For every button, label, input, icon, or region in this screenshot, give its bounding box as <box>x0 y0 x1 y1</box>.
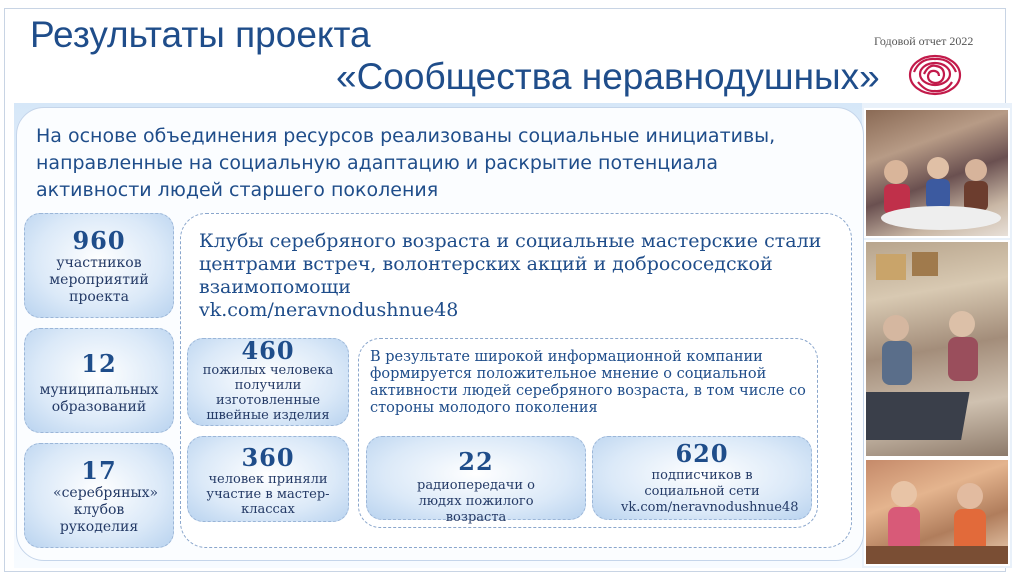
stat-radio <box>366 436 586 525</box>
stat-number: 960 <box>72 226 126 255</box>
stat-number: 12 <box>81 349 117 378</box>
stat-number: 22 <box>458 447 494 476</box>
rose-logo-icon <box>906 52 964 98</box>
stat-label: человек приняли участие в мастер-классах <box>206 472 330 517</box>
stat-sewing <box>187 338 349 426</box>
stat-municipalities <box>24 328 174 433</box>
stat-subscribers <box>592 436 812 520</box>
stat-number: 460 <box>241 336 295 365</box>
stat-label: радиопередачи о людях пожилого возраста <box>417 478 535 525</box>
stat-label: подписчиков в социальной сети vk.com/neravnodushnue48 <box>621 468 799 515</box>
stat-label: пожилых человека получили изготовленные швейные изделия <box>202 363 334 423</box>
stat-label: муниципальных образований <box>39 382 159 415</box>
lead-text: На основе объединения ресурсов реализованы социальные инициативы, направленные на социальную адаптацию и раскрытие потенциала активности людей старшего поколения <box>36 125 776 201</box>
stat-number: 620 <box>675 439 729 468</box>
people-crafting-icon <box>866 242 1008 456</box>
stat-label: участников мероприятий проекта <box>49 255 149 305</box>
stat-number: 17 <box>81 456 117 485</box>
page-title-line2: «Сообщества неравнодушных» <box>336 56 880 97</box>
photo-women-crafts <box>864 458 1010 566</box>
stat-participants <box>24 213 174 318</box>
photo-tea-party <box>864 108 1010 238</box>
clubs-text-block <box>199 230 839 322</box>
photo-workshop <box>864 240 1010 458</box>
clubs-text: Клубы серебряного возраста и социальные мастерские стали центрами встреч, волонтерских акций и добрососедской взаимопомощи <box>199 230 822 298</box>
vk-link[interactable]: vk.com/neravnodushnue48 <box>199 299 459 321</box>
women-with-crafts-icon <box>866 460 1008 564</box>
stat-number: 360 <box>241 443 295 472</box>
info-text: В результате широкой информационной компании формируется положительное мнение о социальной активности людей серебряного возраста, в том числе со стороны молодого поколения <box>370 349 806 416</box>
annual-report-label: Годовой отчет 2022 <box>874 34 974 48</box>
people-at-table-icon <box>866 110 1008 236</box>
stat-label: «серебряных» клубов рукоделия <box>53 485 159 535</box>
stat-clubs <box>24 443 174 548</box>
page-title-line1: Результаты проекта <box>30 14 371 55</box>
stat-masterclasses <box>187 436 349 522</box>
